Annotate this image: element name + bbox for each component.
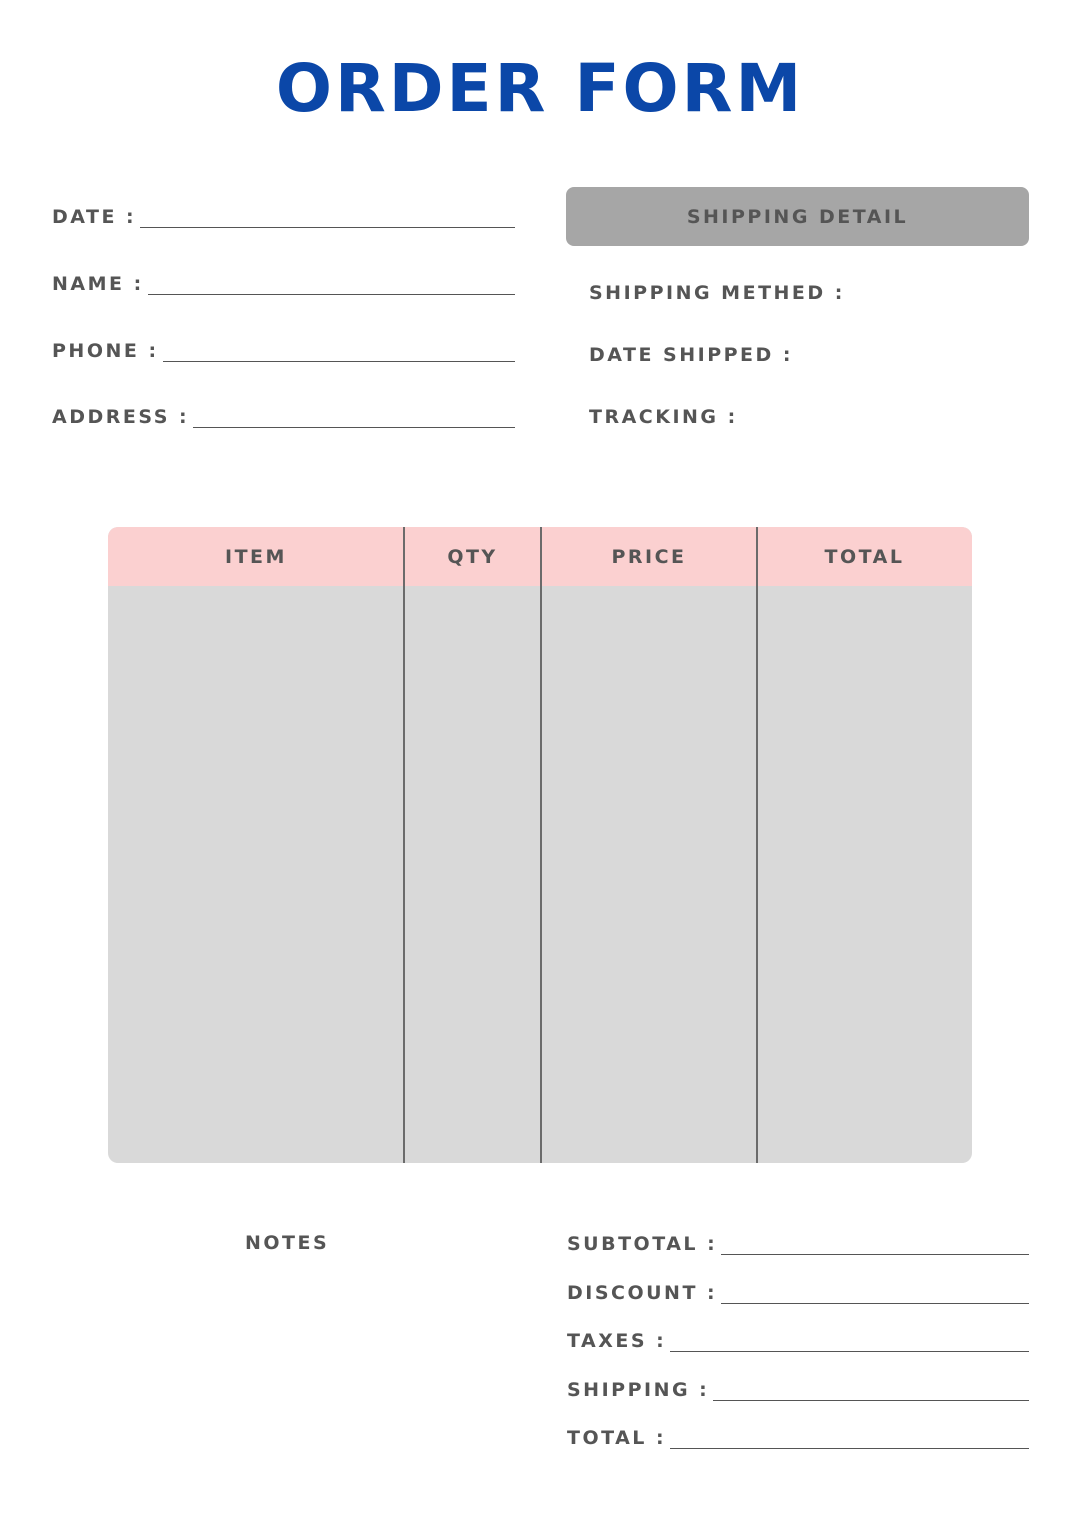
total-field[interactable]	[567, 1426, 1029, 1449]
subtotal-input-line[interactable]	[721, 1232, 1029, 1255]
shipping-cost-field[interactable]	[567, 1378, 1029, 1401]
taxes-label: TAXES :	[567, 1330, 667, 1352]
column-divider	[756, 527, 758, 1163]
date-input-line[interactable]	[140, 205, 515, 228]
phone-field[interactable]	[52, 339, 515, 362]
tracking-label: TRACKING :	[589, 406, 738, 428]
column-header-item: ITEM	[225, 545, 287, 568]
page-title: ORDER FORM	[275, 50, 805, 127]
name-input-line[interactable]	[148, 272, 515, 295]
total-input-line[interactable]	[670, 1426, 1029, 1449]
notes-label: NOTES	[245, 1232, 330, 1254]
shipping-method-label: SHIPPING METHED :	[589, 282, 845, 304]
address-field[interactable]	[52, 405, 515, 428]
column-header-total: TOTAL	[824, 545, 905, 568]
name-label: NAME :	[52, 273, 144, 295]
date-field[interactable]	[52, 205, 515, 228]
shipping-cost-label: SHIPPING :	[567, 1379, 710, 1401]
taxes-input-line[interactable]	[670, 1329, 1029, 1352]
total-label: TOTAL :	[567, 1427, 667, 1449]
shipping-detail-title: SHIPPING DETAIL	[686, 205, 909, 228]
subtotal-field[interactable]	[567, 1232, 1029, 1255]
address-label: ADDRESS :	[52, 406, 190, 428]
column-divider	[540, 527, 542, 1163]
shipping-detail-header	[566, 187, 1029, 246]
column-divider	[403, 527, 405, 1163]
taxes-field[interactable]	[567, 1329, 1029, 1352]
order-items-table[interactable]	[108, 527, 972, 1163]
discount-input-line[interactable]	[721, 1281, 1029, 1304]
phone-label: PHONE :	[52, 340, 159, 362]
shipping-cost-input-line[interactable]	[713, 1378, 1029, 1401]
date-shipped-label: DATE SHIPPED :	[589, 344, 794, 366]
discount-field[interactable]	[567, 1281, 1029, 1304]
discount-label: DISCOUNT :	[567, 1282, 718, 1304]
column-header-qty: QTY	[447, 545, 498, 568]
address-input-line[interactable]	[193, 405, 515, 428]
subtotal-label: SUBTOTAL :	[567, 1233, 718, 1255]
column-header-price: PRICE	[611, 545, 687, 568]
name-field[interactable]	[52, 272, 515, 295]
date-label: DATE :	[52, 206, 137, 228]
phone-input-line[interactable]	[163, 339, 515, 362]
